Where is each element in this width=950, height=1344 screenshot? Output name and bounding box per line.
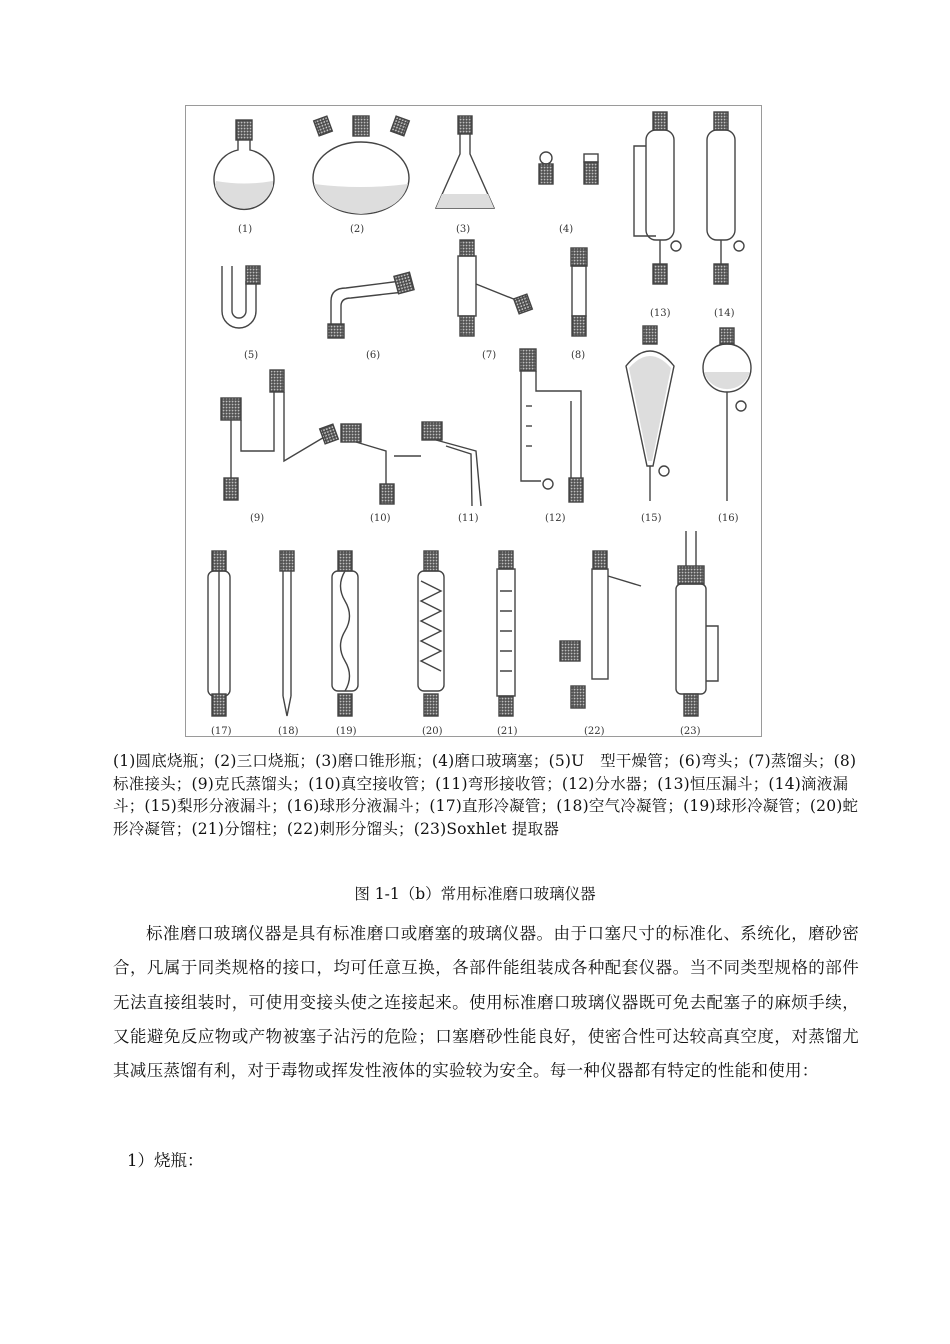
standard-adapter (571, 248, 587, 336)
glassware-figure (185, 105, 762, 737)
label-11: (11) (458, 513, 479, 524)
bend-adapter (328, 272, 414, 338)
label-12: (12) (545, 513, 566, 524)
glass-stoppers (539, 152, 598, 184)
bent-receiver (422, 422, 481, 506)
label-20: (20) (422, 726, 443, 737)
label-22: (22) (584, 726, 605, 737)
label-1: (1) (238, 224, 253, 235)
label-18: (18) (278, 726, 299, 737)
label-10: (10) (370, 513, 391, 524)
distillation-head (458, 240, 532, 336)
coil-condenser (418, 551, 444, 716)
allihn-condenser (332, 551, 358, 716)
air-condenser (280, 551, 294, 716)
round-bottom-flask (214, 120, 274, 209)
label-15: (15) (641, 513, 662, 524)
soxhlet-extractor (676, 531, 718, 716)
u-drying-tube (222, 266, 260, 328)
conical-flask (436, 116, 494, 208)
vacuum-adapter (341, 424, 421, 504)
pressure-equalizing-funnel (634, 112, 681, 284)
label-8: (8) (571, 350, 586, 361)
dropping-funnel (707, 112, 744, 284)
label-3: (3) (456, 224, 471, 235)
pear-separatory-funnel (626, 326, 674, 501)
label-4: (4) (559, 224, 574, 235)
body-paragraph: 标准磨口玻璃仪器是具有标准磨口或磨塞的玻璃仪器。由于口塞尺寸的标准化、系统化，磨砂密合，凡属于同类规格的接口，均可任意互换，各部件能组装成各种配套仪器。当不同类型规格的部件无法直接组装时，可使用变接头使之连接起来。使用标准磨口玻璃仪器既可免去配塞子的麻烦手续，又能避免反应物或产物被塞子沾污的危险；口塞磨砂性能良好，使密合性可达较高真空度，对蒸馏尤其减压蒸馏有利，对于毒物或挥发性液体的实验较为安全。每一种仪器都有特定的性能和使用： (113, 924, 859, 1081)
figure-legend: (1)圆底烧瓶；(2)三口烧瓶；(3)磨口锥形瓶；(4)磨口玻璃塞；(5)U 型干燥管；(6)弯头；(7)蒸馏头；(8)标准接头；(9)克氏蒸馏头；(10)真空接收管；(11)弯形接收管；(12)分水器；(13)恒压漏斗；(14)滴液漏斗；(15)梨形分液漏斗；(16)球形分液漏斗；(17)直形冷凝管；(18)空气冷凝管；(19)球形冷凝管；(20)蛇形冷凝管；(21)分馏柱；(22)刺形分馏头；(23)Soxhlet 提取器 (113, 752, 859, 838)
fractionating-column (497, 551, 515, 716)
list-item-flask: 1）烧瓶： (127, 1151, 204, 1170)
claisen-head (221, 370, 338, 500)
label-16: (16) (718, 513, 739, 524)
water-separator (520, 349, 586, 502)
label-7: (7) (482, 350, 497, 361)
label-9: (9) (250, 513, 265, 524)
label-5: (5) (244, 350, 259, 361)
figure-title: 图 1-1（b）常用标准磨口玻璃仪器 (354, 885, 596, 903)
label-17: (17) (211, 726, 232, 737)
three-neck-flask (313, 116, 409, 214)
label-6: (6) (366, 350, 381, 361)
label-19: (19) (336, 726, 357, 737)
label-21: (21) (497, 726, 518, 737)
label-2: (2) (350, 224, 365, 235)
label-23: (23) (680, 726, 701, 737)
label-14: (14) (714, 308, 735, 319)
label-13: (13) (650, 308, 671, 319)
globe-separatory-funnel (703, 328, 751, 501)
glassware-illustration (186, 106, 763, 738)
liebig-condenser (208, 551, 230, 716)
vigreux-head (560, 551, 641, 708)
